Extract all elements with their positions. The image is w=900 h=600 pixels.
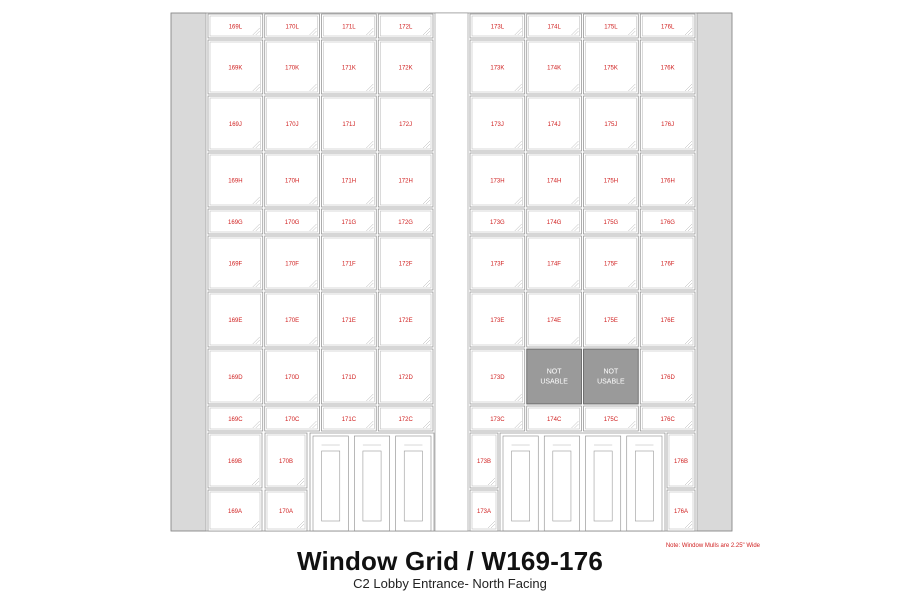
window-171k-label: 171K bbox=[341, 65, 356, 72]
window-176e-label: 176E bbox=[660, 318, 675, 325]
window-171g-label: 171G bbox=[341, 220, 357, 227]
window-173c-label: 173C bbox=[490, 417, 505, 424]
window-176h-label: 176H bbox=[660, 178, 675, 185]
sidelite-176-upper-label: 176B bbox=[673, 459, 689, 466]
window-169h-label: 169H bbox=[228, 178, 243, 185]
window-174h-label: 174H bbox=[546, 178, 562, 185]
window-174d-not-usable-line2: USABLE bbox=[540, 378, 568, 386]
sidelite-170-lower-label: 170A bbox=[278, 509, 294, 516]
window-169f-label: 169F bbox=[228, 261, 243, 268]
window-169l-label: 169L bbox=[228, 24, 243, 31]
window-171j-label: 171J bbox=[342, 122, 356, 129]
window-175j-label: 175J bbox=[604, 122, 618, 129]
window-173h-label: 173H bbox=[490, 178, 505, 185]
window-176j-label: 176J bbox=[661, 122, 675, 129]
window-175k-label: 175K bbox=[603, 65, 618, 72]
sidelite-169-lower-label: 169A bbox=[227, 509, 243, 516]
window-176k-label: 176K bbox=[660, 65, 675, 72]
window-175l-label: 175L bbox=[604, 24, 618, 31]
window-169j-label: 169J bbox=[228, 122, 242, 129]
window-175d-not-usable bbox=[584, 349, 639, 404]
window-171h-label: 171H bbox=[341, 178, 357, 185]
window-174c-label: 174C bbox=[546, 417, 562, 424]
window-170k-label: 170K bbox=[285, 65, 300, 72]
window-172g-label: 172G bbox=[398, 220, 413, 227]
sidelite-173-upper-label: 173B bbox=[476, 459, 492, 466]
window-169g-label: 169G bbox=[228, 220, 243, 227]
window-172j-label: 172J bbox=[399, 122, 413, 129]
window-173f-label: 173F bbox=[490, 261, 505, 268]
window-175f-label: 175F bbox=[604, 261, 618, 268]
window-174e-label: 174E bbox=[547, 318, 562, 325]
window-171e-label: 171E bbox=[341, 318, 356, 325]
page-title: Window Grid / W169-176 bbox=[296, 546, 604, 576]
window-169e-label: 169E bbox=[228, 318, 243, 325]
window-170j-label: 170J bbox=[285, 122, 299, 129]
window-174g-label: 174G bbox=[546, 220, 562, 227]
window-173g-label: 173G bbox=[490, 220, 505, 227]
window-170d-label: 170D bbox=[284, 375, 300, 382]
window-171d-label: 171D bbox=[341, 375, 357, 382]
window-176d-label: 176D bbox=[660, 375, 675, 382]
window-175d-not-usable-line1: NOT bbox=[603, 368, 619, 376]
window-173j-label: 173J bbox=[490, 122, 504, 129]
window-172c-label: 172C bbox=[398, 417, 413, 424]
window-172k-label: 172K bbox=[398, 65, 413, 72]
window-174d-not-usable bbox=[527, 349, 582, 404]
window-175c-label: 175C bbox=[603, 417, 619, 424]
window-174f-label: 174F bbox=[547, 261, 561, 268]
right-entry-doors-frame bbox=[500, 433, 665, 531]
window-175d-not-usable-line2: USABLE bbox=[597, 378, 625, 386]
window-176l-label: 176L bbox=[660, 24, 675, 31]
window-170l-label: 170L bbox=[285, 24, 299, 31]
window-174k-label: 174K bbox=[547, 65, 562, 72]
mull-width-note: Note: Window Mulls are 2.25" Wide bbox=[665, 543, 760, 549]
window-169k-label: 169K bbox=[228, 65, 243, 72]
window-169c-label: 169C bbox=[228, 417, 243, 424]
window-173e-label: 173E bbox=[490, 318, 505, 325]
window-176c-label: 176C bbox=[660, 417, 675, 424]
window-170e-label: 170E bbox=[285, 318, 300, 325]
window-175h-label: 175H bbox=[603, 178, 619, 185]
window-172e-label: 172E bbox=[398, 318, 413, 325]
window-171c-label: 171C bbox=[341, 417, 357, 424]
window-172h-label: 172H bbox=[398, 178, 413, 185]
page-subtitle: C2 Lobby Entrance- North Facing bbox=[353, 576, 547, 591]
sidelite-169-upper-label: 169B bbox=[227, 459, 243, 466]
sidelite-176-lower-label: 176A bbox=[673, 509, 689, 516]
window-172d-label: 172D bbox=[398, 375, 413, 382]
window-172l-label: 172L bbox=[398, 24, 413, 31]
side-panel-right bbox=[697, 13, 732, 531]
window-170g-label: 170G bbox=[284, 220, 300, 227]
left-entry-doors-frame bbox=[310, 433, 434, 531]
window-170c-label: 170C bbox=[284, 417, 300, 424]
window-174l-label: 174L bbox=[547, 24, 561, 31]
window-176f-label: 176F bbox=[660, 261, 675, 268]
window-173l-label: 173L bbox=[490, 24, 505, 31]
window-174d-not-usable-line1: NOT bbox=[546, 368, 562, 376]
window-171f-label: 171F bbox=[342, 261, 356, 268]
window-175e-label: 175E bbox=[603, 318, 618, 325]
window-172f-label: 172F bbox=[398, 261, 413, 268]
window-169d-label: 169D bbox=[228, 375, 243, 382]
window-173d-label: 173D bbox=[490, 375, 505, 382]
sidelite-170-upper-label: 170B bbox=[278, 459, 294, 466]
window-171l-label: 171L bbox=[342, 24, 356, 31]
window-173k-label: 173K bbox=[490, 65, 505, 72]
window-176g-label: 176G bbox=[660, 220, 675, 227]
window-170f-label: 170F bbox=[285, 261, 299, 268]
center-pier bbox=[435, 13, 468, 531]
window-174j-label: 174J bbox=[547, 122, 561, 129]
window-175g-label: 175G bbox=[603, 220, 619, 227]
side-panel-left bbox=[171, 13, 206, 531]
window-170h-label: 170H bbox=[284, 178, 300, 185]
sidelite-173-lower-label: 173A bbox=[476, 509, 492, 516]
